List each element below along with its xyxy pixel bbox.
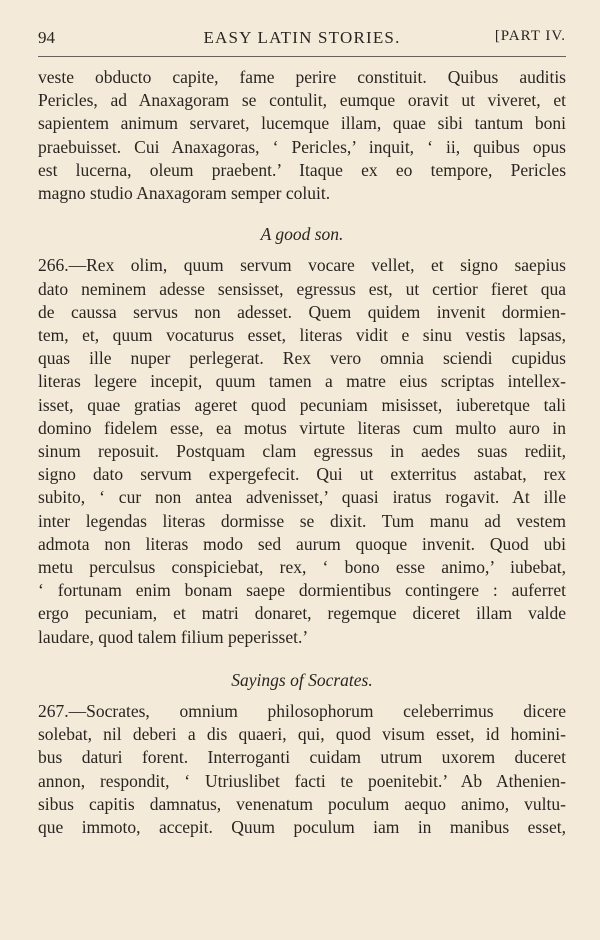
text-line: quas ille nuper perlegerat. Rex vero omnia sciendi cupidus	[38, 348, 566, 369]
text-line: signo dato servum expergefecit. Qui ut exterritus astabat, rex	[38, 464, 566, 485]
running-header	[38, 28, 566, 52]
page-number: 94	[38, 28, 55, 47]
text-line: subito, ‘ cur non antea advenisset,’ quasi iratus rogavit. At ille	[38, 487, 566, 508]
text-line: annon, respondit, ‘ Utriuslibet facti te poenitebit.’ Ab Athenien-	[38, 770, 566, 791]
text-line: tem, et, quum vocaturus esset, literas vidit e sinu vestis lapsas,	[38, 325, 566, 346]
text-line: isset, quae gratias ageret quod pecuniam misisset, iuberetque tali	[38, 394, 566, 415]
text-line: est lucerna, oleum praebent.’ Itaque ex eo tempore, Pericles	[38, 159, 566, 180]
section-heading-good-son: A good son.	[260, 224, 344, 245]
text-line: metu perculsus conspiciebat, rex, ‘ bono esse animo,’ iubebat,	[38, 557, 566, 578]
text-line: laudare, quod talem filium peperisset.’	[38, 626, 309, 647]
intro-paragraph	[38, 66, 566, 205]
text-line: sibus capitis damnatus, venenatum poculum aequo animo, vultu-	[38, 793, 566, 814]
text-line: magno studio Anaxagoram semper coluit.	[38, 183, 331, 204]
text-line: ‘ fortunam enim bonam saepe dormientibus contingere : auferret	[38, 580, 566, 601]
text-line: ergo pecuniam, et matri donaret, regemque diceret illam valde	[38, 603, 566, 624]
text-line: de caussa servus non adesset. Quem quidem invenit dormien-	[38, 301, 566, 322]
text-line: praebuisset. Cui Anaxagoras, ‘ Pericles,’ inquit, ‘ ii, quibus opus	[38, 136, 566, 157]
text-line: veste obducto capite, fame perire constituit. Quibus auditis	[38, 67, 566, 87]
section-heading-socrates: Sayings of Socrates.	[231, 669, 373, 690]
header-rule	[38, 56, 566, 57]
text-line: dato neminem adesse sensisset, egressus est, ut certior fieret qua	[38, 278, 566, 299]
paragraph-266	[38, 254, 566, 648]
text-line: bus daturi forent. Interroganti cuidam utrum uxorem duceret	[38, 747, 566, 768]
text-line: Pericles, ad Anaxagoram se contulit, eumque oravit ut viveret, et	[38, 90, 566, 111]
body-text	[38, 66, 566, 839]
running-title: EASY LATIN STORIES.	[203, 28, 401, 47]
paragraph-267	[38, 700, 566, 839]
text-line: sapientem animum servaret, lucemque illam, quae sibi tantum boni	[38, 113, 566, 134]
text-line: solebat, nil deberi a dis quaeri, qui, quod visum esset, id homini-	[38, 724, 566, 745]
text-line: 266.—Rex olim, quum servum vocare vellet, et signo saepius	[38, 255, 566, 276]
part-label: [PART IV.	[494, 28, 566, 44]
text-line: literas legere incepit, quum tamen a matre eius scriptas intellex-	[38, 371, 566, 392]
text-line: domino fidelem esse, ea motus virtute literas cum multo auro in	[38, 417, 566, 438]
text-line: admota non literas modo sed aurum quoque invenit. Quod ubi	[38, 533, 566, 554]
text-line: 267.—Socrates, omnium philosophorum celeberrimus dicere	[38, 701, 566, 722]
text-line: inter legendas literas dormisse se dixit. Tum manu ad vestem	[38, 510, 566, 531]
text-line: sinum reposuit. Postquam clam egressus in aedes suas rediit,	[38, 441, 566, 462]
text-line: que immoto, accepit. Quum poculum iam in manibus esset,	[38, 817, 566, 838]
